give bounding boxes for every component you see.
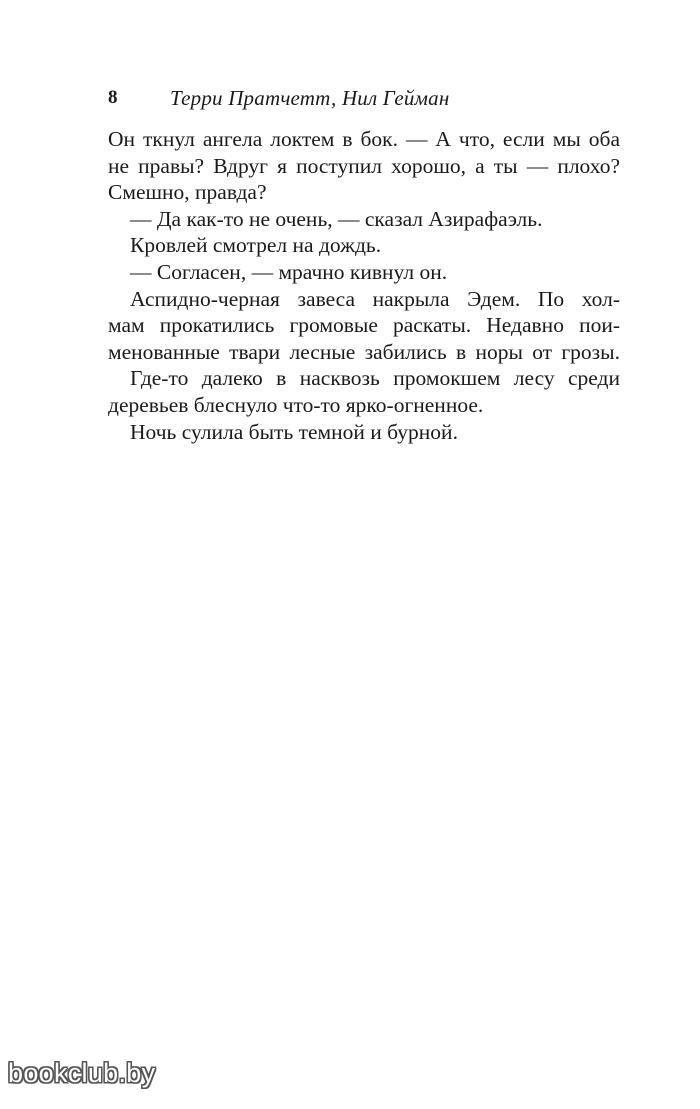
- text-line: менованные твари лесные забились в норы от грозы.: [108, 339, 620, 364]
- text-line: Он ткнул ангела локтем в бок. — А что, если мы оба: [108, 127, 620, 151]
- running-title: Терри Пратчетт, Нил Гейман: [170, 86, 450, 110]
- text-line: Аспидно-черная завеса накрыла Эдем. По хол-: [130, 286, 620, 311]
- text-line: — Согласен, — мрачно кивнул он.: [130, 259, 448, 284]
- text-line: Кровлей смотрел на дождь.: [130, 233, 382, 258]
- running-head: [108, 84, 620, 112]
- text-line: Смешно, правда?: [108, 180, 267, 205]
- page-number: 8: [108, 87, 118, 108]
- watermark: bookclub.by: [8, 1058, 156, 1088]
- body-text: [108, 126, 620, 445]
- text-line: — Да как-то не очень, — сказал Азирафаэль.: [130, 206, 543, 231]
- text-line: Где-то далеко в насквозь промокшем лесу среди: [130, 366, 620, 391]
- text-line: деревьев блеснуло что-то ярко-огненное.: [108, 392, 484, 417]
- text-line: Ночь сулила быть темной и бурной.: [130, 419, 458, 444]
- text-line: мам прокатились громовые раскаты. Недавно пои-: [108, 313, 620, 338]
- text-line: не правы? Вдруг я поступил хорошо, а ты — плохо?: [108, 153, 620, 178]
